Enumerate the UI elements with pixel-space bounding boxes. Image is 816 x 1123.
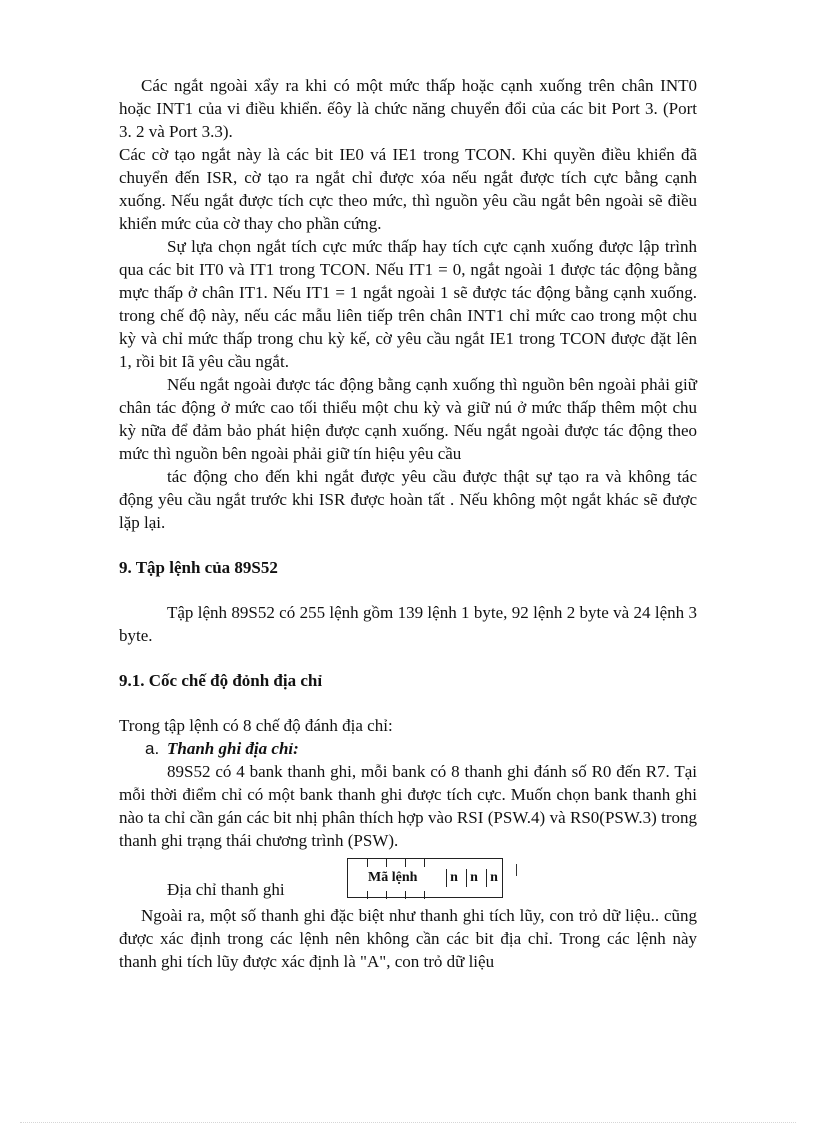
diagram-label: Địa chỉ thanh ghi xyxy=(167,880,285,899)
document-page xyxy=(119,74,697,973)
subheading-letter: a. xyxy=(145,739,160,758)
paragraph-interrupt-flags: Các cờ tạo ngắt này là các bit IE0 vá IE1 trong TCON. Khi quyền điều khiển đã chuyển đến ISR, cờ tạo ra ngắt chỉ được xóa nếu ngắt được tích cực bằng cạnh xuống. Nếu ngắt được tích cực theo mức, thì nguồn yêu cầu ngắt bên ngoài sẽ điều khiển mức của cờ thay cho phần cứng. xyxy=(119,145,697,233)
register-bit-3: n xyxy=(486,869,501,887)
opcode-label: Mã lệnh xyxy=(368,870,418,885)
register-bit-2: n xyxy=(466,869,481,887)
paragraph-addressing-intro: Trong tập lệnh có 8 chế độ đánh địa chỉ: xyxy=(119,716,393,735)
diagram-mark xyxy=(516,864,517,876)
paragraph-register-banks: 89S52 có 4 bank thanh ghi, mỗi bank có 8 thanh ghi đánh số R0 đến R7. Tại mỗi thời điểm chỉ có một bank thanh ghi được tích cực. Muốn chọn bank thanh ghi nào ta chỉ cần gán các bit nhị phân thích hợp vào RSI (PSW.4) và RS0(PSW.3) trong thanh ghi trạng thái chương trình (PSW). xyxy=(119,762,697,850)
heading-instruction-set: 9. Tập lệnh của 89S52 xyxy=(119,558,278,577)
register-bit-1: n xyxy=(446,869,461,887)
paragraph-interrupt-mode-selection: Sự lựa chọn ngắt tích cực mức thấp hay tích cực cạnh xuống được lập trình qua các bit IT0 và IT1 trong TCON. Nếu IT1 = 0, ngắt ngoài 1 được tác động bằng mực thấp ở chân IT1. Nếu IT1 = 1 ngắt ngoài 1 sẽ được tác động bằng cạnh xuống. trong chế độ này, nếu các mẫu liên tiếp trên chân INT1 chỉ mức cao trong một chu kỳ và chỉ mức thấp trong chu kỳ kế, cờ yêu cầu ngắt IE1 trong TCON được đặt lên 1, rồi bit Iã yêu cầu ngắt. xyxy=(119,237,697,371)
heading-addressing-modes: 9.1. Cốc chế độ đỏnh địa chỉ xyxy=(119,671,323,690)
subheading-register-addressing xyxy=(145,737,697,760)
paragraph-external-interrupts: Các ngắt ngoài xẩy ra khi có một mức thấp hoặc cạnh xuống trên chân INT0 hoặc INT1 của vi điều khiển. ếôy là chức năng chuyển đổi của các bit Port 3. (Port 3. 2 và Port 3.3). xyxy=(119,76,697,141)
paragraph-edge-triggered: Nếu ngắt ngoài được tác động bằng cạnh xuống thì nguồn bên ngoài phải giữ chân tác động ở mức cao tối thiểu một chu kỳ và giữ nú ở mức thấp thêm một chu kỳ nữa để đảm bảo phát hiện được cạnh xuống. Nếu ngắt ngoài được tác động theo mức thì nguồn bên ngoài phải giữ tín hiệu yêu cầu xyxy=(119,375,697,463)
paragraph-level-triggered: tác động cho đến khi ngắt được yêu cầu được thật sự tạo ra và không tác động yêu cầu ngắt trước khi ISR được hoàn tất . Nếu không một ngắt khác sẽ được lặp lại. xyxy=(119,467,697,532)
register-address-diagram xyxy=(119,858,697,904)
paragraph-special-registers: Ngoài ra, một số thanh ghi đặc biệt như thanh ghi tích lũy, con trỏ dữ liệu.. cũng được xác định trong các lệnh nên không cần các bit địa chỉ. Trong các lệnh này thanh ghi tích lũy được xác định là "A", con trỏ dữ liệu xyxy=(119,906,697,971)
paragraph-instruction-count: Tập lệnh 89S52 có 255 lệnh gồm 139 lệnh 1 byte, 92 lệnh 2 byte và 24 lệnh 3 byte. xyxy=(119,603,697,645)
instruction-format-box xyxy=(347,858,503,898)
subheading-text: Thanh ghi địa chỉ: xyxy=(167,739,299,758)
